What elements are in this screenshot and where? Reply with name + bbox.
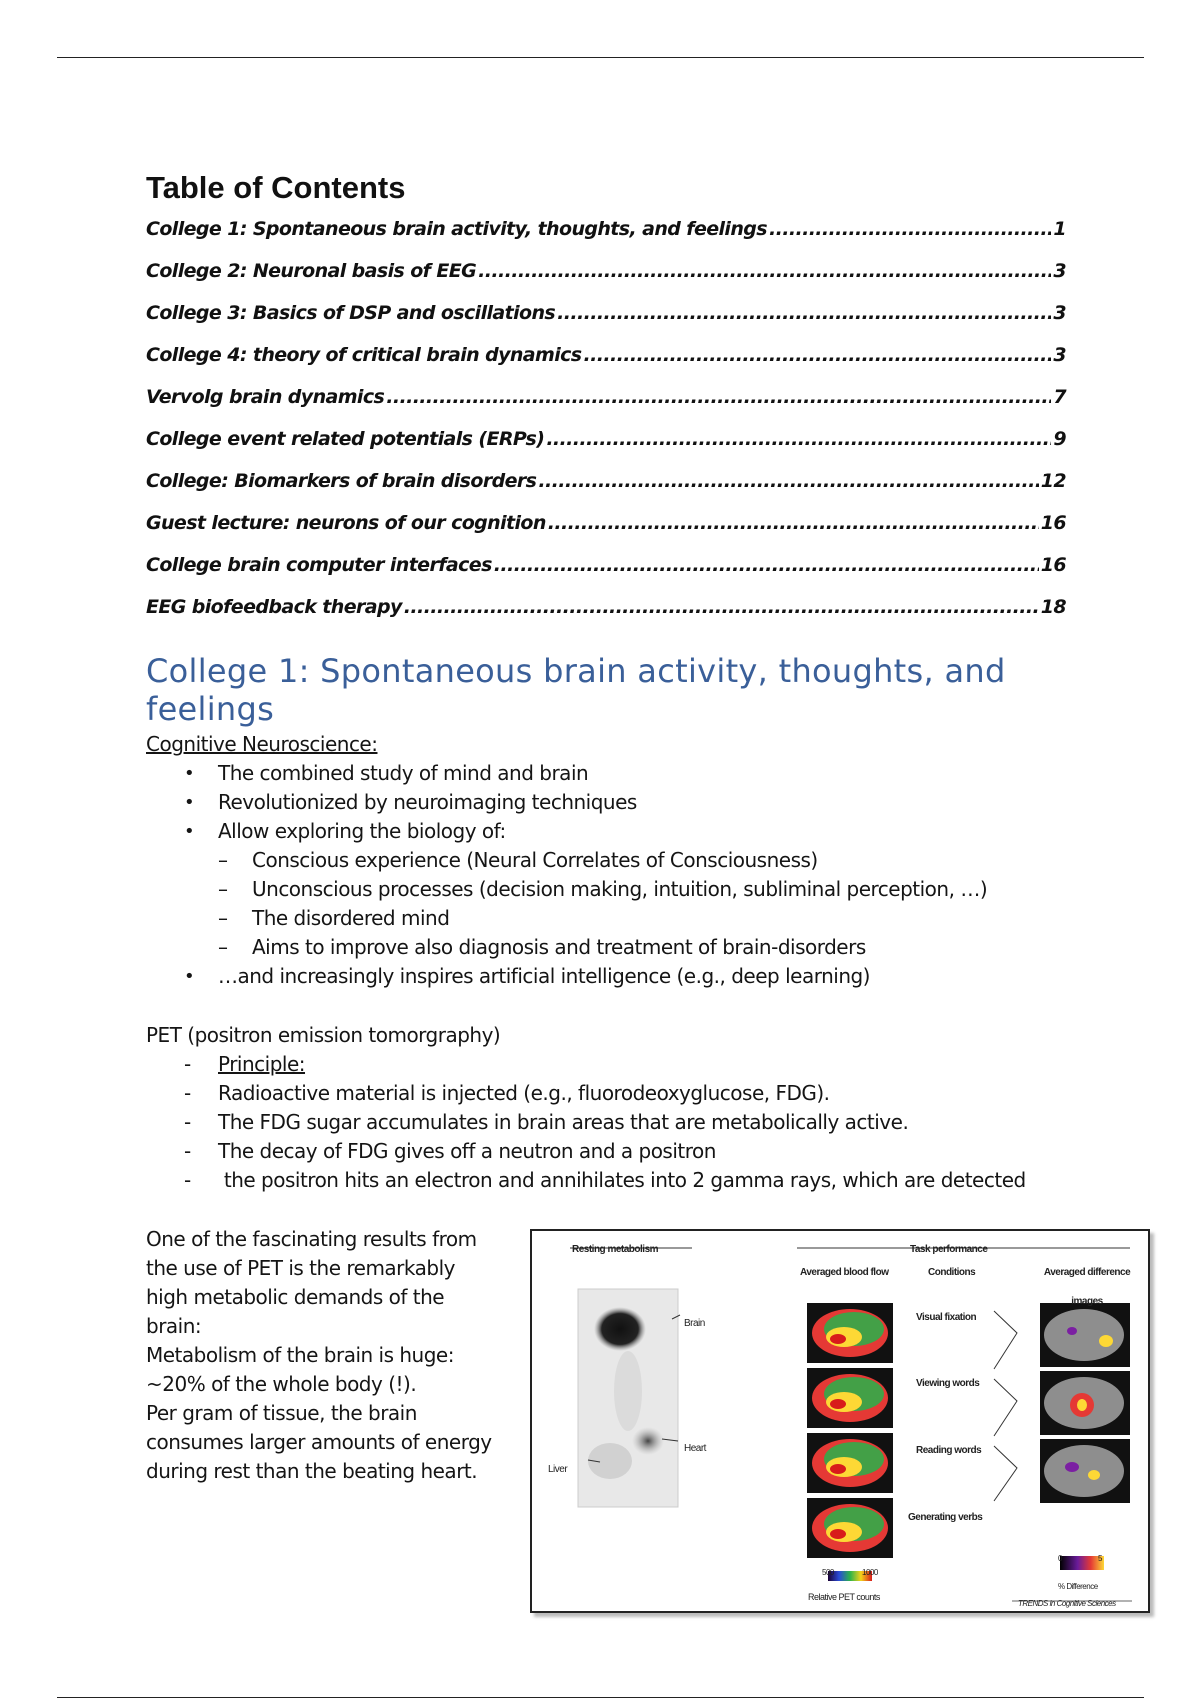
condition-label: Reading words (916, 1445, 982, 1456)
table-of-contents (146, 218, 1066, 638)
scale-right-min: 0 (1058, 1554, 1062, 1563)
label-brain: Brain (684, 1318, 705, 1329)
figure-col-conditions: Conditions (928, 1267, 976, 1278)
toc-item[interactable] (146, 302, 1066, 344)
section-heading: College 1: Spontaneous brain activity, thoughts, and feelings (146, 652, 1006, 728)
toc-item[interactable] (146, 512, 1066, 554)
pet-figure-row (146, 1225, 1131, 1625)
bullet-list (146, 759, 1066, 846)
difference-brains (1040, 1303, 1130, 1503)
scale-left-label: Relative PET counts (808, 1592, 880, 1602)
scale-left-min: 500 (822, 1568, 834, 1577)
figure-col-blood: Averaged blood flow (800, 1267, 889, 1278)
toc-item-title: College brain computer interfaces (146, 554, 492, 576)
list-item: - The FDG sugar accumulates in brain areas that are metabolically active. (184, 1108, 1066, 1137)
toc-item[interactable] (146, 386, 1066, 428)
toc-heading: Table of Contents (146, 170, 406, 205)
label-heart: Heart (684, 1443, 706, 1454)
label-liver: Liver (548, 1464, 568, 1475)
list-item: – Conscious experience (Neural Correlates of Consciousness) (218, 846, 1066, 875)
figure-task-title: Task performance (910, 1244, 988, 1255)
list-item: – Aims to improve also diagnosis and treatment of brain-disorders (218, 933, 1066, 962)
toc-item-title: College event related potentials (ERPs) (146, 428, 545, 450)
bullet-list (146, 962, 1066, 991)
list-item: - the positron hits an electron and annihilates into 2 gamma rays, which are detected (184, 1166, 1066, 1195)
toc-item-title: College 1: Spontaneous brain activity, thoughts, and feelings (146, 218, 767, 240)
list-item: – Unconscious processes (decision making, intuition, subliminal perception, …) (218, 875, 1066, 904)
toc-item-page: 1 (1053, 218, 1066, 240)
toc-item[interactable] (146, 428, 1066, 470)
toc-item[interactable] (146, 344, 1066, 386)
toc-item-page: 16 (1040, 512, 1066, 534)
toc-item[interactable] (146, 470, 1066, 512)
toc-item[interactable] (146, 554, 1066, 596)
toc-item[interactable] (146, 260, 1066, 302)
toc-item-title: EEG biofeedback therapy (146, 596, 402, 618)
list-item: – The disordered mind (218, 904, 1066, 933)
pet-paragraph: One of the fascinating results from the use of PET is the remarkably high metabolic demands of the brain: Metabolism of the brain is huge: ~20% of the whole body (!). Per gram of tissue, the brain consumes larger amounts of energy during rest than the beating heart. (146, 1227, 492, 1483)
toc-item-page: 9 (1053, 428, 1066, 450)
condition-label: Generating verbs (908, 1512, 983, 1523)
list-item: - The decay of FDG gives off a neutron and a positron (184, 1137, 1066, 1166)
figure-source: TRENDS in Cognitive Sciences (1018, 1599, 1116, 1608)
toc-item-page: 3 (1053, 260, 1066, 282)
toc-item-title: College: Biomarkers of brain disorders (146, 470, 537, 492)
toc-item[interactable] (146, 218, 1066, 260)
toc-item-page: 3 (1053, 344, 1066, 366)
toc-item[interactable] (146, 596, 1066, 638)
toc-item-page: 18 (1040, 596, 1066, 618)
list-item: • The combined study of mind and brain (184, 759, 1066, 788)
list-item: • …and increasingly inspires artificial intelligence (e.g., deep learning) (184, 962, 1066, 991)
header-rule (57, 57, 1144, 58)
list-item: - Principle: (184, 1050, 1066, 1079)
cognitive-neuroscience-block (146, 730, 1131, 1625)
pet-title: PET (positron emission tomorgraphy) (146, 1023, 501, 1047)
toc-item-page: 16 (1040, 554, 1066, 576)
scale-right-max: 5 (1098, 1554, 1102, 1563)
sub-bullet-list (146, 846, 1066, 962)
figure-resting-title: Resting metabolism (572, 1244, 659, 1255)
pet-list (146, 1050, 1066, 1195)
condition-label: Viewing words (916, 1378, 980, 1389)
toc-item-title: College 3: Basics of DSP and oscillations (146, 302, 556, 324)
pet-figure (530, 1229, 1150, 1613)
toc-item-page: 3 (1053, 302, 1066, 324)
document-page (146, 170, 1131, 1625)
condition-label: Visual fixation (916, 1312, 977, 1323)
list-item: • Revolutionized by neuroimaging techniques (184, 788, 1066, 817)
figure-col-diff: Averaged difference images (1043, 1267, 1131, 1307)
toc-item-title: Guest lecture: neurons of our cognition (146, 512, 546, 534)
scale-left-max: 1000 (862, 1568, 878, 1577)
toc-item-title: Vervolg brain dynamics (146, 386, 385, 408)
toc-item-title: College 4: theory of critical brain dynamics (146, 344, 582, 366)
toc-item-page: 12 (1040, 470, 1066, 492)
blood-flow-brains (807, 1303, 893, 1558)
subheading: Cognitive Neuroscience: (146, 732, 378, 756)
footer-rule (57, 1697, 1144, 1698)
list-item: • Allow exploring the biology of: (184, 817, 1066, 846)
list-item: - Radioactive material is injected (e.g., fluorodeoxyglucose, FDG). (184, 1079, 1066, 1108)
scale-right-label: % Difference (1058, 1582, 1098, 1591)
toc-item-page: 7 (1053, 386, 1066, 408)
toc-item-title: College 2: Neuronal basis of EEG (146, 260, 477, 282)
